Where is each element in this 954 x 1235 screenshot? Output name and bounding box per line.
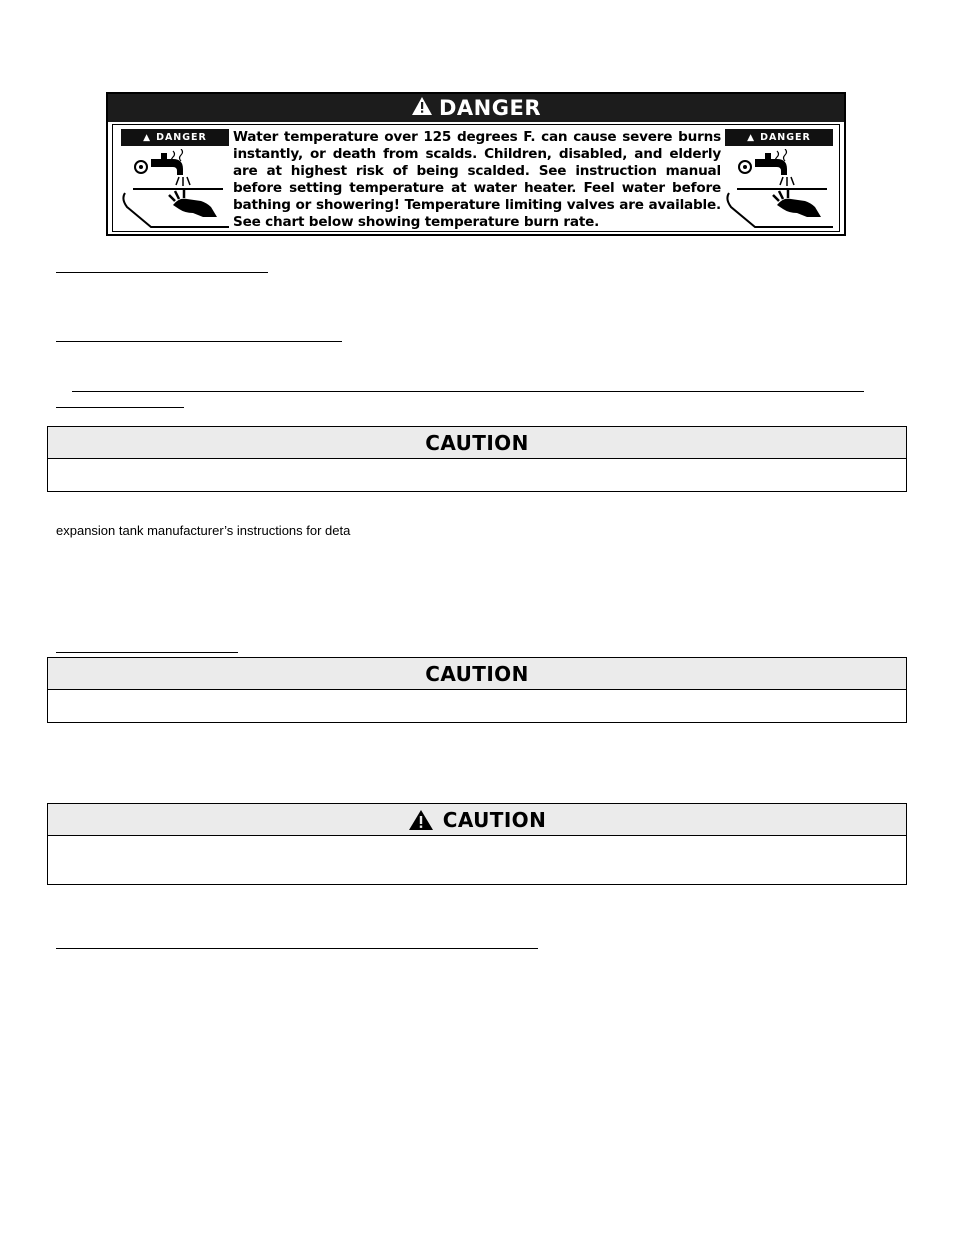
caution-title: CAUTION <box>442 807 547 832</box>
danger-header-text: DANGER <box>438 96 541 120</box>
caution-header <box>48 427 906 459</box>
heading-underline <box>56 948 538 949</box>
warning-triangle-icon <box>408 809 434 831</box>
caution-box <box>47 657 907 723</box>
heading-underline <box>56 272 268 273</box>
heading-underline <box>56 341 342 342</box>
danger-side-panel-left <box>121 129 229 229</box>
caution-header <box>48 804 906 836</box>
danger-badge: ▲ DANGER <box>121 129 229 146</box>
caution-title: CAUTION <box>425 661 529 686</box>
danger-header <box>108 94 844 122</box>
scald-warning-icon <box>725 149 833 229</box>
scald-warning-icon <box>121 149 229 229</box>
danger-warning-text: Water temperature over 125 degrees F. can cause severe burns instantly, or death from scalds. Children, disabled, and elderly are at highest risk of being scalded. See instruction manual before setting temperature at water heater. Feel water before bathing or showering! Temperature limiting valves are available. See chart below showing temperature burn rate. <box>233 129 721 230</box>
danger-label <box>106 92 846 236</box>
warning-triangle-icon: ▲ <box>143 132 152 143</box>
body-text: expansion tank manufacturer’s instructions for deta <box>56 523 351 538</box>
caution-box <box>47 803 907 885</box>
heading-underline <box>56 652 238 653</box>
heading-underline <box>72 391 864 392</box>
danger-inner-box <box>112 124 840 232</box>
warning-triangle-icon <box>411 96 433 121</box>
heading-underline <box>56 407 184 408</box>
danger-side-panel-right <box>725 129 833 229</box>
warning-triangle-icon: ▲ <box>747 132 756 143</box>
caution-title: CAUTION <box>425 430 529 455</box>
caution-header <box>48 658 906 690</box>
danger-badge: ▲ DANGER <box>725 129 833 146</box>
caution-box <box>47 426 907 492</box>
